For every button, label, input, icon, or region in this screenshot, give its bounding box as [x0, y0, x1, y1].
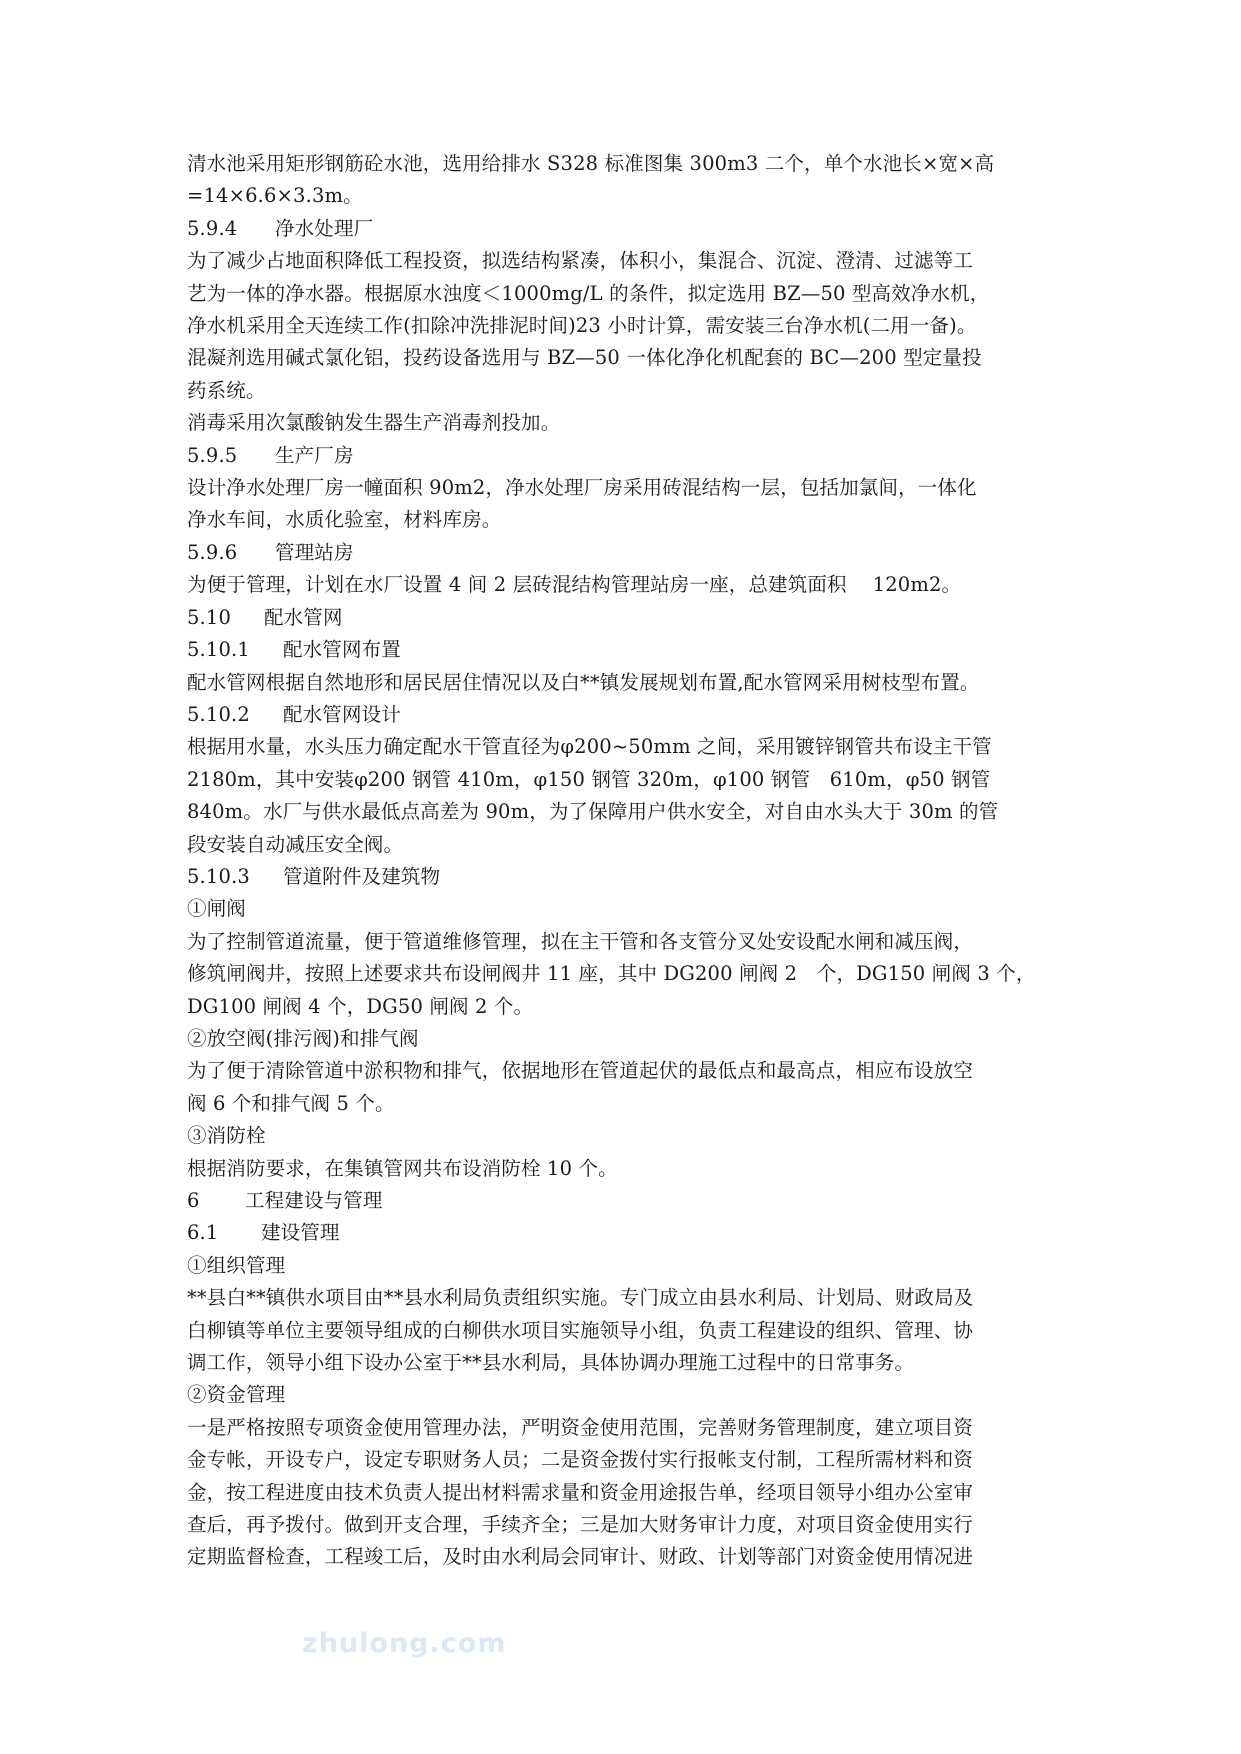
paragraph-line: 阀 6 个和排气阀 5 个。 [187, 1091, 395, 1115]
paragraph-line: DG100 闸阀 4 个，DG50 闸阀 2 个。 [187, 994, 534, 1018]
paragraph-line: 为了减少占地面积降低工程投资，拟选结构紧凑，体积小，集混合、沉淀、澄清、过滤等工 [187, 249, 974, 273]
paragraph-line: ②放空阀(排污阀)和排气阀 [187, 1026, 419, 1050]
paragraph-line: 根据消防要求，在集镇管网共布设消防栓 10 个。 [187, 1156, 618, 1180]
section-title: 配水管网布置 [283, 638, 401, 662]
paragraph-line: 根据用水量，水头压力确定配水干管直径为φ200~50mm 之间，采用镀锌钢管共布设主干管 [187, 735, 992, 759]
section-heading [187, 699, 1077, 731]
paragraph-line: 配水管网根据自然地形和居民居住情况以及白**镇发展规划布置,配水管网采用树枝型布置。 [187, 670, 980, 694]
section-heading [187, 861, 1077, 893]
paragraph-line: 混凝剂选用碱式氯化铝，投药设备选用与 BZ—50 一体化净化机配套的 BC—200 型定量投 [187, 346, 982, 370]
section-title: 工程建设与管理 [245, 1189, 383, 1212]
paragraph-line: 设计净水处理厂房一幢面积 90m2，净水处理厂房采用砖混结构一层，包括加氯间，一体化 [187, 476, 977, 500]
paragraph-line: 净水机采用全天连续工作(扣除冲洗排泥时间)23 小时计算，需安装三台净水机(二用一备)。 [187, 314, 977, 338]
section-title: 管道附件及建筑物 [283, 864, 441, 888]
paragraph-line: 定期监督检查，工程竣工后，及时由水利局会同审计、财政、计划等部门对资金使用情况进 [187, 1545, 974, 1569]
section-number: 6 [187, 1189, 200, 1212]
section-heading [187, 602, 1077, 634]
section-number: 6.1 [187, 1221, 219, 1245]
section-heading [187, 1217, 1077, 1249]
watermark: zhulong.com [302, 1628, 507, 1659]
paragraph-line: 消毒采用次氯酸钠发生器生产消毒剂投加。 [187, 411, 561, 435]
paragraph-line: 药系统。 [187, 378, 266, 402]
paragraph-line: 为了便于清除管道中淤积物和排气，依据地形在管道起伏的最低点和最高点，相应布设放空 [187, 1059, 974, 1083]
section-number: 5.10.1 [187, 638, 250, 662]
paragraph-line: 为便于管理，计划在水厂设置 4 间 2 层砖混结构管理站房一座，总建筑面积 120m2。 [187, 573, 962, 597]
section-title: 生产厂房 [275, 443, 354, 467]
section-number: 5.9.5 [187, 443, 238, 467]
section-number: 5.9.6 [187, 540, 238, 564]
paragraph-line: 2180m，其中安装φ200 钢管 410m，φ150 钢管 320m，φ100 钢管 610m，φ50 钢管 [187, 767, 991, 791]
paragraph-line: 查后，再予拨付。做到开支合理，手续齐全；三是加大财务审计力度，对项目资金使用实行 [187, 1513, 974, 1537]
section-title: 建设管理 [261, 1221, 340, 1245]
section-title: 配水管网设计 [283, 702, 401, 726]
section-title: 净水处理厂 [275, 216, 374, 240]
paragraph-line: 段安装自动减压安全阀。 [187, 832, 404, 856]
paragraph-line: 一是严格按照专项资金使用管理办法，严明资金使用范围，完善财务管理制度，建立项目资 [187, 1415, 974, 1439]
paragraph-line: 清水池采用矩形钢筋砼水池，选用给排水 S328 标准图集 300m3 二个，单个水池长×宽×高 [187, 152, 995, 175]
paragraph-line: 白柳镇等单位主要领导组成的白柳供水项目实施领导小组，负责工程建设的组织、管理、协 [187, 1318, 974, 1342]
section-heading [187, 440, 1077, 472]
paragraph-line: ②资金管理 [187, 1383, 286, 1407]
paragraph-line: 840m。水厂与供水最低点高差为 90m，为了保障用户供水安全，对自由水头大于 30m 的管 [187, 800, 999, 824]
paragraph-line: ①组织管理 [187, 1253, 286, 1277]
section-title: 配水管网 [264, 605, 343, 629]
paragraph-line: 金专帐，开设专户，设定专职财务人员；二是资金拨付实行报帐支付制，工程所需材料和资 [187, 1448, 974, 1472]
section-number: 5.9.4 [187, 216, 238, 240]
paragraph-line: ③消防栓 [187, 1124, 266, 1148]
document-body [187, 148, 1077, 1574]
paragraph-line: 调工作，领导小组下设办公室于**县水利局，具体协调办理施工过程中的日常事务。 [187, 1351, 915, 1375]
section-heading [187, 1185, 1077, 1217]
section-number: 5.10.3 [187, 864, 250, 888]
paragraph-line: ①闸阀 [187, 897, 246, 921]
paragraph-line: 艺为一体的净水器。根据原水浊度＜1000mg/L 的条件，拟定选用 BZ—50 型高效净水机， [187, 281, 990, 305]
section-title: 管理站房 [275, 540, 354, 564]
section-number: 5.10.2 [187, 702, 250, 726]
section-heading [187, 213, 1077, 245]
paragraph-line: **县白**镇供水项目由**县水利局负责组织实施。专门成立由县水利局、计划局、财政局及 [187, 1286, 974, 1310]
section-heading [187, 634, 1077, 666]
section-number: 5.10 [187, 605, 232, 629]
paragraph-line: 净水车间，水质化验室，材料库房。 [187, 508, 502, 532]
paragraph-line: 为了控制管道流量，便于管道维修管理，拟在主干管和各支管分叉处安设配水闸和减压阀， [187, 929, 974, 953]
paragraph-line: 修筑闸阀井，按照上述要求共布设闸阀井 11 座，其中 DG200 闸阀 2 个，DG150 闸阀 3 个， [187, 962, 1036, 986]
section-heading [187, 537, 1077, 569]
paragraph-line: 金，按工程进度由技术负责人提出材料需求量和资金用途报告单，经项目领导小组办公室审 [187, 1480, 974, 1504]
paragraph-line: =14×6.6×3.3m。 [187, 184, 363, 208]
